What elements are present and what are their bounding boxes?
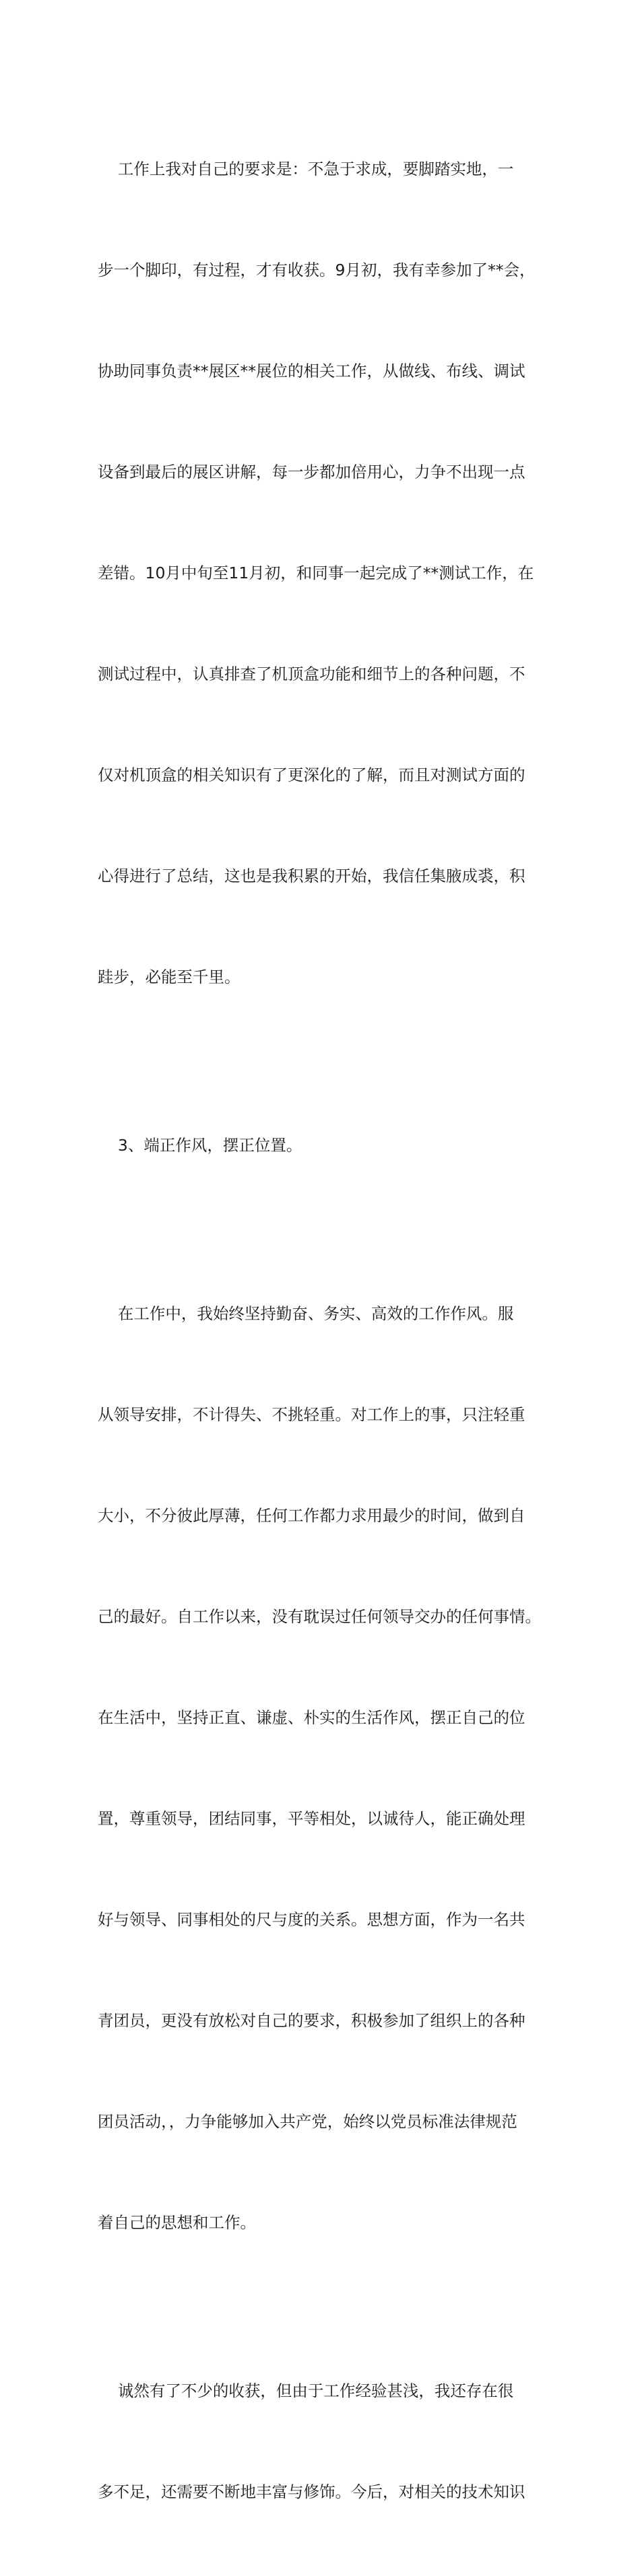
text-line: 在工作中，我始终坚持勤奋、务实、高效的工作作风。服 bbox=[98, 1304, 514, 1323]
text-line: 青团员，更没有放松对自己的要求，积极参加了组织上的各种 bbox=[98, 2011, 525, 2030]
section-heading bbox=[98, 1061, 563, 1229]
text-line: 诚然有了不少的收获，但由于工作经验甚浅，我还存在很 bbox=[98, 2381, 514, 2400]
text-line: 着自己的思想和工作。 bbox=[98, 2213, 256, 2232]
text-line: 己的最好。自工作以来，没有耽误过任何领导交办的任何事情。 bbox=[98, 1607, 541, 1626]
paragraph-work-requirements bbox=[98, 85, 563, 1061]
text-line: 大小，不分彼此厚薄，任何工作都力求用最少的时间，做到自 bbox=[98, 1506, 525, 1525]
text-line: 心得进行了总结，这也是我积累的开始，我信任集腋成裘，积 bbox=[98, 867, 525, 885]
text-line: 多不足，还需要不断地丰富与修饰。今后，对相关的技术知识 bbox=[98, 2482, 525, 2501]
text-line: 跬步，必能至千里。 bbox=[98, 968, 241, 986]
heading-line: 3、端正作风，摆正位置。 bbox=[98, 1136, 302, 1155]
text-line: 测试过程中，认真排查了机顶盒功能和细节上的各种问题，不 bbox=[98, 665, 525, 683]
text-line: 团员活动，，力争能够加入共产党，始终以党员标准法律规范 bbox=[98, 2112, 517, 2131]
text-line: 好与领导、同事相处的尺与度的关系。思想方面，作为一名共 bbox=[98, 1910, 525, 1929]
text-line: 设备到最后的展区讲解，每一步都加倍用心，力争不出现一点 bbox=[98, 463, 525, 481]
text-line: 仅对机顶盒的相关知识有了更深化的了解，而且对测试方面的 bbox=[98, 766, 525, 784]
text-line: 协助同事负责**展区**展位的相关工作，从做线、布线、调试 bbox=[98, 362, 525, 380]
text-line: 工作上我对自己的要求是：不急于求成，要脚踏实地，一 bbox=[98, 160, 514, 178]
paragraph-shortcomings bbox=[98, 2307, 563, 2576]
text-line: 差错。10月中旬至11月初，和同事一起完成了**测试工作，在 bbox=[98, 564, 534, 582]
text-line: 在生活中，坚持正直、谦虚、朴实的生活作风，摆正自己的位 bbox=[98, 1708, 525, 1727]
document-body bbox=[98, 85, 563, 2576]
paragraph-work-style bbox=[98, 1229, 563, 2307]
text-line: 置，尊重领导，团结同事，平等相处，以诚待人，能正确处理 bbox=[98, 1809, 525, 1828]
text-line: 从领导安排，不计得失、不挑轻重。对工作上的事，只注轻重 bbox=[98, 1405, 525, 1424]
text-line: 步一个脚印，有过程，才有收获。9月初，我有幸参加了**会， bbox=[98, 261, 536, 279]
